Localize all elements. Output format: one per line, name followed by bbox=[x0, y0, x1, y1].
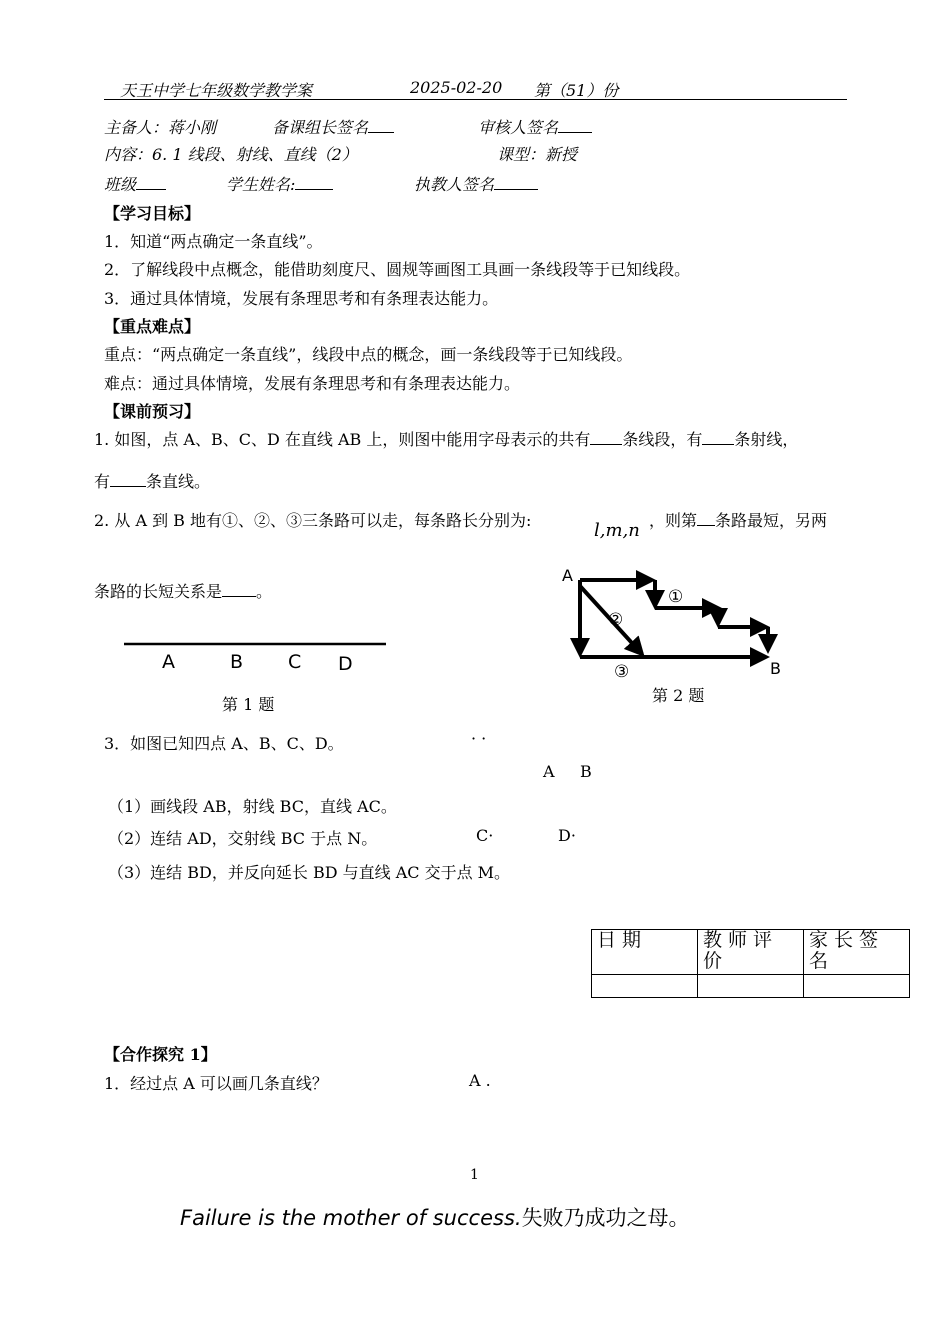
preview-q3-3: （3）连结 BD，并反向延长 BD 与直线 AC 交于点 M。 bbox=[108, 863, 511, 882]
point-d: D· bbox=[558, 826, 576, 845]
parent-sign-cell[interactable] bbox=[804, 975, 910, 998]
parent-sign-header: 家长签名 bbox=[804, 930, 910, 975]
keypoints-heading: 【重点难点】 bbox=[104, 317, 201, 336]
fig2-point-b: B bbox=[770, 659, 781, 678]
cooperate-q1: 1．经过点 A 可以画几条直线？ bbox=[104, 1074, 328, 1093]
group-leader-sign: 备课组长签名 bbox=[272, 115, 394, 138]
route-2-label: ② bbox=[608, 610, 624, 630]
figure-2-paths bbox=[556, 562, 796, 687]
figure-1-caption: 第 1 题 bbox=[222, 695, 275, 714]
motto-chinese: 失败乃成功之母。 bbox=[521, 1206, 690, 1230]
motto bbox=[180, 1202, 690, 1232]
preview-q2: 2. 从 A 到 B 地有①、②、③三条路可以走，每条路长分别为: bbox=[94, 511, 532, 530]
preview-q3: 3．如图已知四点 A、B、C、D。 bbox=[104, 734, 344, 753]
preview-q3-2: （2）连结 AD，交射线 BC 于点 N。 bbox=[108, 829, 378, 848]
sign-table bbox=[591, 929, 910, 998]
preview-q1: 1. 如图，点 A、B、C、D 在直线 AB 上，则图中能用字母表示的共有 条线段，有 条射线， bbox=[94, 430, 799, 449]
point-label-c: C bbox=[288, 651, 302, 673]
key-point: 重点：“两点确定一条直线”，线段中点的概念，画一条线段等于已知线段。 bbox=[104, 345, 633, 364]
points-ab-labels: A B bbox=[543, 762, 592, 781]
fig2-point-a: A bbox=[562, 566, 573, 585]
preview-q1-cont: 有 条直线。 bbox=[94, 472, 211, 491]
preview-q3-1: （1）画线段 AB，射线 BC，直线 AC。 bbox=[108, 797, 397, 816]
point-label-b: B bbox=[230, 651, 244, 673]
school-title: 天王中学七年级数学教学案 bbox=[120, 81, 313, 100]
teacher-sign: 执教人签名 bbox=[414, 172, 538, 195]
copy-number: 第（51）份 bbox=[534, 81, 619, 100]
cooperate-heading: 【合作探究 1】 bbox=[104, 1045, 217, 1064]
teacher-eval-header: 教师评价 bbox=[698, 930, 804, 975]
point-label-a: A bbox=[162, 651, 175, 673]
preview-q2-b: ，则第 条路最短，另两 bbox=[649, 511, 828, 530]
objective-item: 2．了解线段中点概念，能借助刻度尺、圆规等画图工具画一条线段等于已知线段。 bbox=[104, 260, 691, 279]
route-1-label: ① bbox=[668, 587, 684, 607]
objectives-heading: 【学习目标】 bbox=[104, 204, 201, 223]
student-name-field: 学生姓名: bbox=[226, 172, 333, 195]
route-3-label: ③ bbox=[614, 662, 630, 682]
point-label-d: D bbox=[338, 653, 353, 675]
class-field: 班级 bbox=[104, 172, 166, 195]
difficult-point: 难点：通过具体情境，发展有条理思考和有条理表达能力。 bbox=[104, 374, 521, 393]
preview-heading: 【课前预习】 bbox=[104, 402, 201, 421]
preparer: 主备人：蒋小刚 bbox=[104, 118, 217, 137]
objective-item: 3．通过具体情境，发展有条理思考和有条理表达能力。 bbox=[104, 289, 499, 308]
cooperate-point-a: A . bbox=[469, 1071, 491, 1090]
point-c: C· bbox=[476, 826, 494, 845]
date-header: 日期 bbox=[592, 930, 698, 975]
lesson-content: 内容：6. 1 线段、射线、直线（2） bbox=[104, 145, 358, 164]
objective-item: 1．知道“两点确定一条直线”。 bbox=[104, 232, 323, 251]
preview-q2-cont: 条路的长短关系是 。 bbox=[94, 582, 273, 601]
header-date: 2025-02-20 bbox=[410, 78, 503, 97]
date-cell[interactable] bbox=[592, 975, 698, 998]
figure-1-line bbox=[110, 630, 400, 680]
points-ab-dots: · · bbox=[471, 729, 487, 748]
path-length-vars: l,m,n bbox=[594, 520, 640, 541]
motto-english: Failure is the mother of success. bbox=[180, 1206, 522, 1230]
teacher-eval-cell[interactable] bbox=[698, 975, 804, 998]
figure-2-caption: 第 2 题 bbox=[652, 686, 705, 705]
lesson-type: 课型：新授 bbox=[497, 145, 578, 164]
page-number: 1 bbox=[470, 1167, 479, 1183]
reviewer-sign: 审核人签名 bbox=[478, 115, 592, 138]
header-rule bbox=[104, 99, 847, 100]
